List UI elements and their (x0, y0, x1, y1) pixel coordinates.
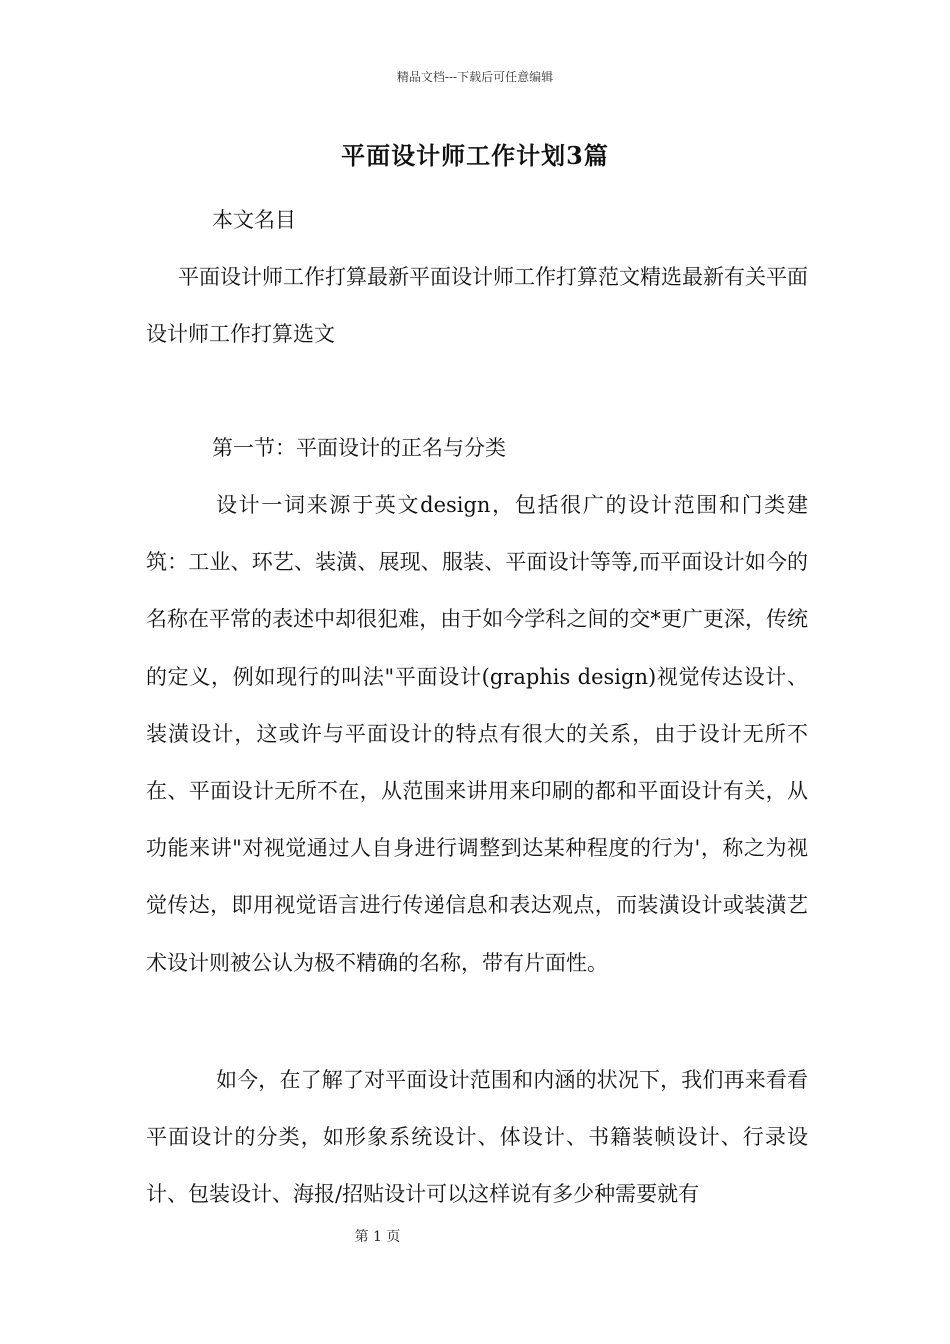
body-paragraph: 设计一词来源于英文design，包括很广的设计范围和门类建筑：工业、环艺、装潢、展现、服装、平面设计等等,而平面设计如今的名称在平常的表述中却很犯难，由于如今学科之间的交*更广更深，传统的定义，例如现行的叫法"平面设计(graphis design)视觉传达设计、装潢设计，这或许与平面设计的特点有很大的关系，由于设计无所不在、平面设计无所不在，从范围来讲用来印刷的都和平面设计有关，从功能来讲"对视觉通过人自身进行调整到达某种程度的行为'，称之为视觉传达，即用视觉语言进行传递信息和表达观点，而装潢设计或装潢艺术设计则被公认为极不精确的名称，带有片面性。 (146, 493, 808, 975)
header-note: 精品文档---下载后可任意编辑 (396, 70, 554, 84)
section-heading: 第一节：平面设计的正名与分类 (212, 436, 506, 460)
document-title: 平面设计师工作计划3篇 (341, 141, 609, 170)
toc-text: 平面设计师工作打算最新平面设计师工作打算范文精选最新有关平面设计师工作打算选文 (146, 265, 808, 347)
toc-label: 本文名目 (212, 208, 296, 232)
page-number: 第 1 页 (354, 1229, 401, 1245)
body-paragraph: 如今，在了解了对平面设计范围和内涵的状况下，我们再来看看平面设计的分类，如形象系统设计、体设计、书籍装帧设计、行录设计、包装设计、海报/招贴设计可以这样说有多少种需要就有 (146, 1068, 808, 1207)
